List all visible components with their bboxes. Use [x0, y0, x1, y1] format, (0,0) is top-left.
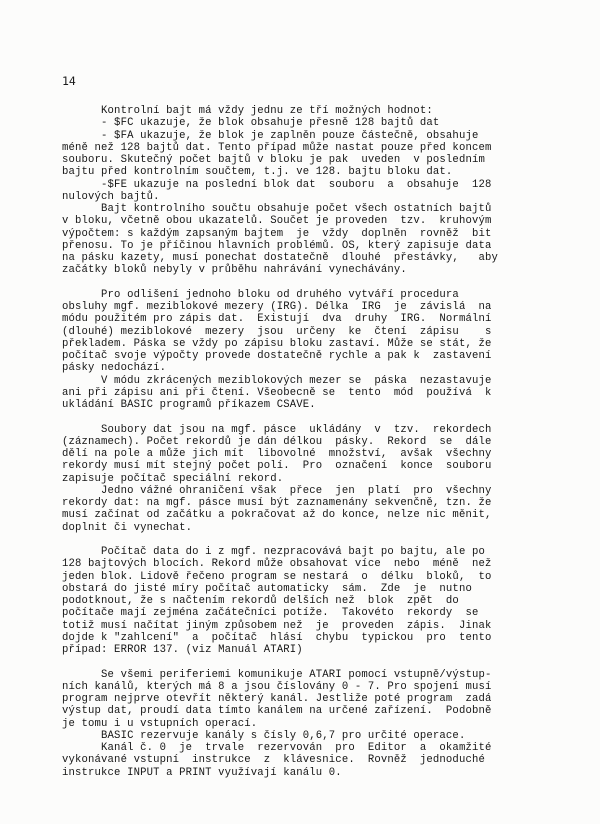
text-line: ních kanálů, kterých má 8 a jsou číslovány 0 - 7. Pro spojení musí	[62, 680, 492, 693]
text-line: na pásku kazety, musí ponechat dostatečně dlouhé přestávky, aby	[62, 252, 498, 264]
paragraph	[62, 546, 582, 656]
text-line: -$FE ukazuje na poslední blok dat souboru a obsahuje 128	[62, 178, 492, 191]
text-line: Kontrolní bajt má vždy jednu ze tří možných hodnot:	[62, 105, 433, 117]
text-line: musí začínat od začátku a pokračovat až do konce, nelze nic měnit,	[62, 509, 492, 522]
text-line: - $FC ukazuje, že blok obsahuje přesně 128 bajtů dat	[62, 117, 440, 130]
text-line: výstup dat, proudí data tímto kanálem na určené zařízení. Podobně	[62, 705, 492, 718]
paragraph	[62, 669, 582, 779]
text-line: Soubory dat jsou na mgf. pásce ukládány v tzv. rekordech	[62, 423, 492, 436]
text-line: rekordy musí mít stejný počet polí. Pro označení konce souboru	[62, 460, 492, 473]
text-line: počítače mají zejména začátečníci potíže. Takovéto rekordy se	[62, 607, 479, 620]
body-text	[62, 105, 582, 779]
text-line: totiž musí načítat jiným způsobem než je proveden zápis. Jinak	[62, 619, 492, 632]
text-line: Pro odlišení jednoho bloku od druhého vytváří procedura	[62, 288, 459, 301]
text-line: - $FA ukazuje, že blok je zaplněn pouze částečně, obsahuje	[62, 129, 479, 142]
text-line: módu použitém pro zápis dat. Existují dva druhy IRG. Normální	[62, 313, 492, 326]
text-line: Kanál č. 0 je trvale rezervován pro Editor a okamžité	[62, 742, 492, 754]
text-line: vykonávané vstupní instrukce z klávesnice. Rovněž jednoduché	[62, 754, 485, 767]
text-line: instrukce INPUT a PRINT využívají kanálu 0.	[62, 766, 342, 779]
text-line: v bloku, včetně obou ukazatelů. Součet je proveden tzv. kruhovým	[62, 215, 492, 228]
page-number: 14	[62, 74, 76, 88]
text-line: ukládání BASIC programů příkazem CSAVE.	[62, 399, 316, 411]
text-line: nulových bajtů.	[62, 190, 160, 203]
text-line: Se všemi periferiemi komunikuje ATARI pomocí vstupně/výstup-	[62, 668, 492, 681]
text-line: Jedno vážné ohraničení však přece jen platí pro všechny	[62, 484, 492, 497]
text-line: BASIC rezervuje kanály s čísly 0,6,7 pro určité operace.	[62, 729, 466, 742]
text-line: V módu zkrácených meziblokových mezer se páska nezastavuje	[62, 374, 492, 387]
text-line: zapisuje počítač speciální rekord.	[62, 472, 284, 485]
text-line: (dlouhé) meziblokové mezery jsou určeny ke čtení zápisu s	[62, 325, 492, 338]
paragraph	[62, 289, 582, 412]
text-line: doplnit či vynechat.	[62, 521, 193, 534]
text-line: obsluhy mgf. meziblokové mezery (IRG). Délka IRG je závislá na	[62, 301, 492, 313]
text-line: program nejprve otevřít některý kanál. Jestliže poté program zadá	[62, 693, 492, 705]
text-line: překladem. Páska se vždy po zápisu bloku zastaví. Může se stát, že	[62, 337, 492, 350]
text-line: pásky nedochází.	[62, 362, 167, 375]
text-line: méně než 128 bajtů dat. Tento případ může nastat pouze před koncem	[62, 141, 492, 154]
paragraph-gap	[62, 656, 582, 668]
text-line: Počítač data do i z mgf. nezpracovává bajt po bajtu, ale po	[62, 546, 485, 558]
text-line: dojde k "zahlcení" a počítač hlásí chybu typickou pro tento	[62, 631, 492, 644]
paragraph-gap	[62, 411, 582, 423]
text-line: souboru. Skutečný počet bajtů v bloku je pak uveden v posledním	[62, 154, 485, 166]
text-line: obstará do jisté míry počítač automaticky sám. Zde je nutno	[62, 582, 472, 595]
paragraph-gap	[62, 277, 582, 289]
text-line: výpočtem: s každým zapsaným bajtem je vždy doplněn rovněž bit	[62, 227, 492, 240]
text-line: Bajt kontrolního součtu obsahuje počet všech ostatních bajtů	[62, 203, 492, 215]
text-line: případ: ERROR 137. (viz Manuál ATARI)	[62, 644, 303, 656]
text-line: rekordy dat: na mgf. pásce musí být zaznamenány sekvenčně, tzn. že	[62, 497, 492, 509]
text-line: přenosu. To je příčinou hlavních problémů. OS, který zapisuje data	[62, 239, 492, 252]
text-line: je tomu i u vstupních operací.	[62, 717, 258, 730]
paragraph	[62, 424, 582, 534]
text-line: počítač svoje výpočty provede dostatečně rychle a pak k zastavení	[62, 350, 492, 362]
text-line: bajtu před kontrolním součtem, t.j. ve 128. bajtu bloku dat.	[62, 166, 453, 179]
paragraph	[62, 105, 582, 277]
text-line: (záznamech). Počet rekordů je dán délkou pásky. Rekord se dále	[62, 435, 492, 448]
text-line: ani při zápisu ani při čtení. Všeobecně se tento mód používá k	[62, 386, 492, 399]
text-line: jeden blok. Lidově řečeno program se nestará o délku bloků, to	[62, 570, 492, 583]
paragraph-gap	[62, 534, 582, 546]
text-line: začátky bloků nebyly v průběhu nahrávání vynechávány.	[62, 264, 407, 277]
text-line: dělí na pole a může jich mít libovolné množství, avšak všechny	[62, 448, 492, 460]
text-line: 128 bajtových blocích. Rekord může obsahovat více nebo méně než	[62, 558, 492, 571]
text-line: podotknout, že s načtením rekordů delších než blok zpět do	[62, 595, 459, 607]
